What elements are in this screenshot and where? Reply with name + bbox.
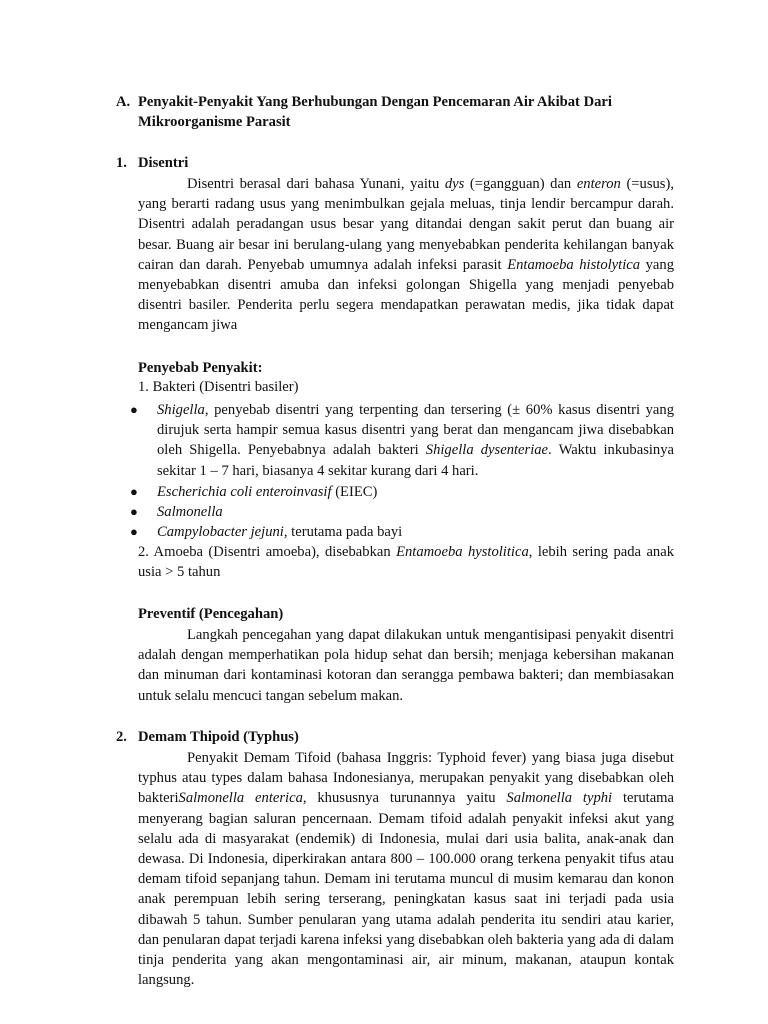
amoeba-paragraph: 2. Amoeba (Disentri amoeba), disebabkan Entamoeba hystolitica, lebih sering pada anak usia > 5 tahun xyxy=(138,544,674,581)
section-a-title: Penyakit-Penyakit Yang Berhubungan Dengan Pencemaran Air Akibat Dari Mikroorganisme Parasit xyxy=(138,94,612,130)
disentri-title: Disentri xyxy=(138,155,189,171)
bullet-item-campylobacter: Campylobacter jejuni, terutama pada bayi xyxy=(157,524,403,540)
disentri-number: 1. xyxy=(116,155,127,171)
thipoid-number: 2. xyxy=(116,729,127,745)
bullet-item-shigella: Shigella, penyebab disentri yang terpenting dan tersering (± 60% kasus disentri yang dirujuk serta hampir semua kasus disentri yang berat dan mengancam jiwa disebabkan oleh Shigella. Penyebabnya adalah bakteri Shigella dysenteriae. Waktu inkubasinya sekitar 1 – 7 hari, biasanya 4 sekitar kurang dari 4 hari. xyxy=(157,402,674,479)
bullet-dot: ● xyxy=(130,402,138,417)
bullet-dot: ● xyxy=(130,524,138,539)
bullet-item-ecoli: Escherichia coli enteroinvasif (EIEC) xyxy=(157,484,378,500)
thipoid-title: Demam Thipoid (Typhus) xyxy=(138,729,299,745)
section-a-number: A. xyxy=(116,94,131,110)
preventif-paragraph: Langkah pencegahan yang dapat dilakukan untuk mengantisipasi penyakit disentri adalah dengan memperhatikan pola hidup sehat dan bersih; menjaga kebersihan makanan dan minuman dari kontaminasi kotoran dan serangga pembawa bakteri; dan membiasakan untuk selalu mencuci tangan sebelum makan. xyxy=(138,627,674,704)
bakteri-label: 1. Bakteri (Disentri basiler) xyxy=(138,379,299,395)
bullet-item-salmonella: Salmonella xyxy=(157,504,223,520)
bullet-dot: ● xyxy=(130,504,138,519)
preventif-heading: Preventif (Pencegahan) xyxy=(138,606,284,622)
thipoid-paragraph: Penyakit Demam Tifoid (bahasa Inggris: Typhoid fever) yang biasa juga disebut typhus atau types dalam bahasa Indonesianya, merupakan penyakit yang disebabkan oleh bakteriSalmonella enterica, khususnya turunannya yaitu Salmonella typhi terutama menyerang bagian saluran pencernaan. Demam tifoid adalah penyakit infeksi akut yang selalu ada di masyarakat (endemik) di Indonesia, mulai dari usia balita, anak-anak dan dewasa. Di Indonesia, diperkirakan antara 800 – 100.000 orang terkena penyakit tifus atau demam tifoid sepanjang tahun. Demam ini terutama muncul di musim kemarau dan konon anak perempuan lebih sering terserang, peningkatan kasus saat ini terjadi pada usia dibawah 5 tahun. Sumber penularan yang utama adalah penderita itu sendiri atau karier, dan penularan dapat terjadi karena infeksi yang disebabkan oleh bakteria yang ada di dalam tinja penderita yang akan mengontaminasi air, air minum, makanan, ataupun kontak langsung. xyxy=(138,750,674,989)
disentri-intro-paragraph: Disentri berasal dari bahasa Yunani, yaitu dys (=gangguan) dan enteron (=usus), yang berarti radang usus yang menimbulkan gejala meluas, tinja lendir bercampur darah. Disentri adalah peradangan usus besar yang ditandai dengan sakit perut dan buang air besar. Buang air besar ini berulang-ulang yang menyebabkan penderita kehilangan banyak cairan dan darah. Penyebab umumnya adalah infeksi parasit Entamoeba histolytica yang menyebabkan disentri amuba dan infeksi golongan Shigella yang menjadi penyebab disentri basiler. Penderita perlu segera mendapatkan perawatan medis, jika tidak dapat mengancam jiwa xyxy=(138,176,675,334)
bullet-dot: ● xyxy=(130,484,138,499)
penyebab-heading: Penyebab Penyakit: xyxy=(138,360,263,376)
